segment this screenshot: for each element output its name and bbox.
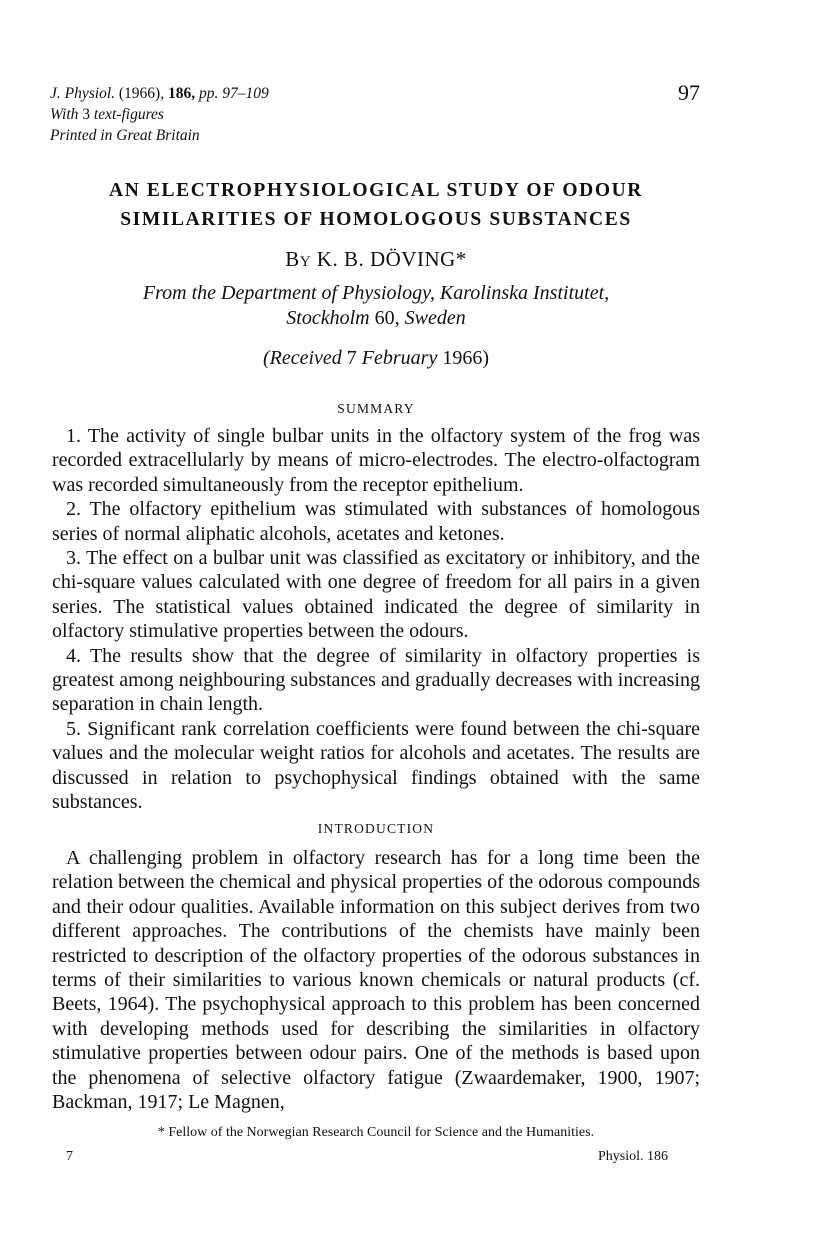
- summary-item: 5. Significant rank correlation coefficients were found between the chi-square values and the molecular weight ratios for alcohols and acetates. The results are discussed in relation to psychophysical findings obtained with the same substances.: [52, 717, 700, 814]
- journal-name: J. Physiol.: [50, 85, 115, 102]
- signature-mark: 7: [66, 1149, 73, 1164]
- received-label: (Received: [262, 347, 342, 369]
- author-name: K. B. DÖVING*: [316, 247, 467, 271]
- byline: [0, 247, 752, 272]
- affiliation-line-2: [0, 306, 752, 331]
- journal-year: (1966),: [118, 85, 165, 102]
- title-line-2: SIMILARITIES OF HOMOLOGOUS SUBSTANCES: [120, 209, 632, 230]
- figures-count: 3: [82, 106, 91, 123]
- journal-signature: Physiol. 186: [597, 1149, 668, 1164]
- journal-pages: pp. 97–109: [198, 85, 269, 102]
- affiliation-postal: 60,: [374, 307, 400, 329]
- page-number: 97: [678, 80, 700, 105]
- citation-line: [50, 83, 269, 104]
- summary-item: 4. The results show that the degree of similarity in olfactory properties is greatest among neighbouring substances and gradually decreases with increasing separation in chain length.: [52, 644, 700, 716]
- figures-suffix: text-figures: [93, 106, 164, 123]
- summary-heading: SUMMARY: [337, 401, 415, 416]
- introduction-section: [52, 846, 700, 1114]
- affiliation-country: Sweden: [404, 307, 466, 329]
- printed-in: Printed in Great Britain: [50, 127, 200, 144]
- figures-prefix: With: [50, 106, 79, 123]
- summary-item: 2. The olfactory epithelium was stimulated with substances of homologous series of normal aliphatic alcohols, acetates and ketones.: [52, 498, 700, 545]
- received-day: 7: [346, 347, 357, 369]
- affiliation-city: Stockholm: [286, 307, 370, 329]
- introduction-heading: INTRODUCTION: [317, 821, 435, 836]
- author-footnote: * Fellow of the Norwegian Research Council for Science and the Humanities.: [157, 1125, 595, 1140]
- received-year: 1966): [442, 347, 490, 369]
- summary-section: [52, 424, 700, 815]
- affiliation: [0, 281, 752, 331]
- received-month: February: [361, 347, 438, 369]
- paper-title: [0, 176, 752, 234]
- summary-item: 3. The effect on a bulbar unit was classified as excitatory or inhibitory, and the chi-square values calculated with one degree of freedom for all pairs in a given series. The statistical values obtained indicated the degree of similarity in olfactory stimulative properties between the odours.: [52, 547, 700, 643]
- byline-by: By: [285, 247, 312, 271]
- title-line-1: AN ELECTROPHYSIOLOGICAL STUDY OF ODOUR: [109, 180, 643, 201]
- figures-line: [50, 104, 269, 125]
- introduction-paragraph: A challenging problem in olfactory research has for a long time been the relation between the chemical and physical properties of the odorous compounds and their odour qualities. Available information on this subject derives from two different approaches. The contributions of the chemists have mainly been restricted to description of the olfactory properties of the odorous substances in terms of their similarities to various known chemicals or natural products (cf. Beets, 1964). The psychophysical approach to this problem has been concerned with developing methods used for describing the similarities in olfactory stimulative properties between odour pairs. One of the methods is based upon the phenomena of selective olfactory fatigue (Zwaardemaker, 1900, 1907; Backman, 1917; Le Magnen,: [52, 847, 700, 1114]
- journal-citation: [50, 83, 269, 146]
- summary-item: 1. The activity of single bulbar units in the olfactory system of the frog was recorded extracellularly by means of micro-electrodes. The electro-olfactogram was recorded simultaneously from the receptor epithelium.: [52, 425, 700, 496]
- received-date: [0, 347, 752, 370]
- affiliation-line-1: From the Department of Physiology, Karolinska Institutet,: [142, 282, 610, 304]
- journal-volume: 186,: [167, 85, 196, 102]
